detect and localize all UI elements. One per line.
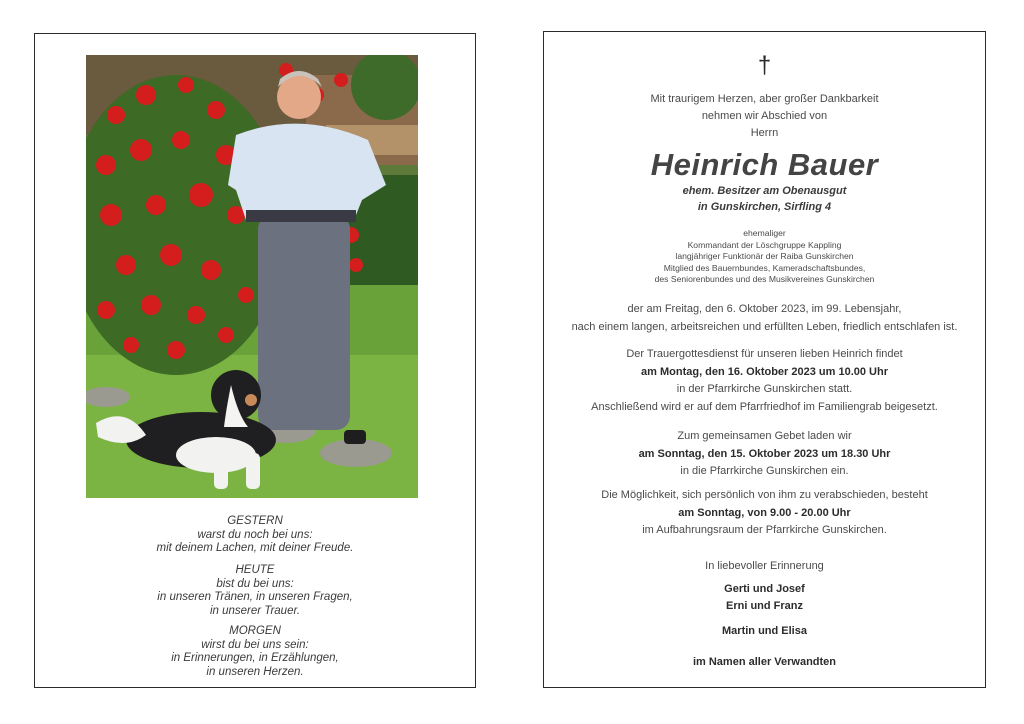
funeral-line: Der Trauergottesdienst für unseren lieben Heinrich findet xyxy=(626,348,903,360)
poem-stanza-morgen xyxy=(35,625,475,679)
poem-line: wirst du bei uns sein: xyxy=(201,638,309,651)
poem-heading: MORGEN xyxy=(229,625,281,637)
portrait-photo xyxy=(86,55,418,498)
poem-line: in unserer Trauer. xyxy=(209,604,301,617)
deceased-subtitle xyxy=(544,183,985,215)
prayer-line: in die Pfarrkirche Gunskirchen ein. xyxy=(680,465,849,477)
subtitle-line: ehem. Besitzer am Obenausgut xyxy=(682,185,847,197)
poem-line: warst du noch bei uns: xyxy=(197,528,313,541)
role-line: Kommandant der Löschgruppe Kappling xyxy=(687,239,842,250)
prayer-date: am Sonntag, den 15. Oktober 2023 um 18.30 Uhr xyxy=(638,447,891,460)
funeral-info xyxy=(544,346,985,416)
poem-line: mit deinem Lachen, mit deiner Freude. xyxy=(156,542,354,554)
funeral-line: Anschließend wird er auf dem Pfarrfriedhof im Familiengrab beigesetzt. xyxy=(591,400,938,413)
prayer-line: Zum gemeinsamen Gebet laden wir xyxy=(677,430,852,442)
intro-line: Herrn xyxy=(750,127,779,139)
death-line: der am Freitag, den 6. Oktober 2023, im 99. Lebensjahr, xyxy=(627,303,902,315)
family-line: Martin und Elisa xyxy=(722,625,807,637)
death-notice xyxy=(544,301,985,336)
poem-line: in unseren Herzen. xyxy=(206,665,304,678)
farewell-line: Die Möglichkeit, sich persönlich von ihm zu verabschieden, besteht xyxy=(601,489,928,501)
family-line: Gerti und Josef xyxy=(724,583,805,595)
memory-text: In liebevoller Erinnerung xyxy=(705,560,824,572)
poem-stanza-gestern xyxy=(35,515,475,556)
role-line: des Seniorenbundes und des Musikvereines Gunskirchen xyxy=(654,274,875,285)
poem-line: in unseren Tränen, in unseren Fragen, xyxy=(157,591,353,603)
family-names xyxy=(544,581,985,615)
poem-heading: HEUTE xyxy=(235,564,275,576)
death-line: nach einem langen, arbeitsreichen und erfüllten Leben, friedlich entschlafen ist. xyxy=(571,320,958,333)
family-line: Erni und Franz xyxy=(726,600,803,612)
left-card-panel xyxy=(34,33,476,688)
intro-text xyxy=(544,91,985,142)
cross-icon: † xyxy=(757,52,772,79)
poem-heading: GESTERN xyxy=(227,515,283,527)
farewell-info xyxy=(544,487,985,540)
right-card-panel xyxy=(543,31,986,688)
intro-line: Mit traurigem Herzen, aber großer Dankbarkeit xyxy=(650,93,879,105)
farewell-line: im Aufbahrungsraum der Pfarrkirche Gunskirchen. xyxy=(642,524,887,536)
deceased-name: Heinrich Bauer xyxy=(650,147,879,182)
funeral-line: in der Pfarrkirche Gunskirchen statt. xyxy=(676,383,853,395)
poem-line: in Erinnerungen, in Erzählungen, xyxy=(171,652,339,664)
poem-line: bist du bei uns: xyxy=(216,577,294,590)
prayer-info xyxy=(544,428,985,481)
role-line: Mitglied des Bauernbundes, Kameradschaftsbundes, xyxy=(663,262,866,273)
roles-list xyxy=(544,228,985,286)
role-line: ehemaliger xyxy=(743,228,786,238)
farewell-date: am Sonntag, von 9.00 - 20.00 Uhr xyxy=(678,506,851,519)
intro-line: nehmen wir Abschied von xyxy=(701,110,828,122)
subtitle-line: in Gunskirchen, Sirfling 4 xyxy=(697,201,832,213)
poem-stanza-heute xyxy=(35,564,475,618)
funeral-date: am Montag, den 16. Oktober 2023 um 10.00 Uhr xyxy=(641,365,888,378)
role-line: langjähriger Funktionär der Raiba Gunskirchen xyxy=(675,251,854,262)
relatives-text: im Namen aller Verwandten xyxy=(692,656,837,668)
